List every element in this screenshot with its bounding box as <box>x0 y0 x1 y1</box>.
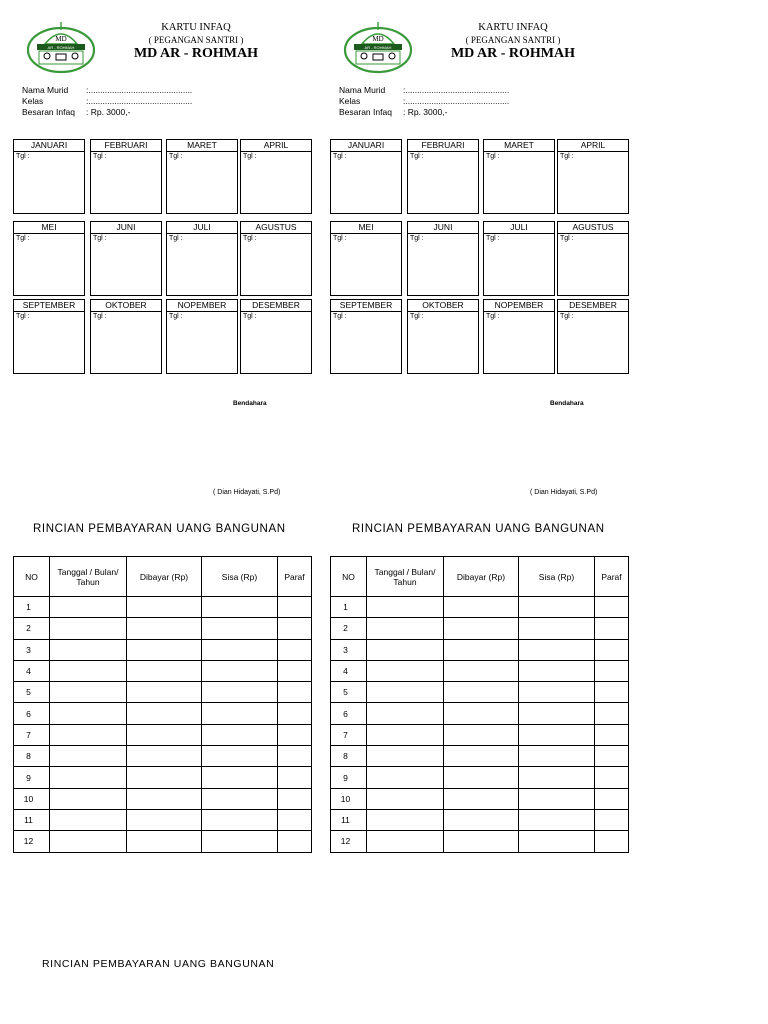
cell-paraf <box>278 660 312 681</box>
card-subtitle: ( PEGANGAN SANTRI ) <box>465 35 561 45</box>
cell-date <box>50 597 127 618</box>
month-date-field: Tgl : <box>330 312 402 374</box>
month-date-field: Tgl : <box>90 152 162 214</box>
cell-paid <box>127 639 202 660</box>
cell-no: 5 <box>14 682 50 703</box>
signer-title: Bendahara <box>233 400 267 407</box>
cell-date <box>50 831 127 852</box>
cell-date <box>367 618 444 639</box>
month-box-desember <box>557 299 629 374</box>
month-label: FEBRUARI <box>407 139 479 152</box>
month-box-desember <box>240 299 312 374</box>
info-row-infaq: Besaran Infaq : Rp. 3000,- <box>339 107 448 117</box>
month-date-field: Tgl : <box>90 312 162 374</box>
month-box-juni <box>407 221 479 296</box>
cell-paraf <box>595 724 629 745</box>
header-no: NO <box>331 557 367 597</box>
month-box-mei <box>330 221 402 296</box>
month-label: JULI <box>483 221 555 234</box>
cell-date <box>50 682 127 703</box>
month-box-februari <box>90 139 162 214</box>
month-label: DESEMBER <box>240 299 312 312</box>
month-box-maret <box>483 139 555 214</box>
cell-no: 11 <box>14 809 50 830</box>
month-label: APRIL <box>240 139 312 152</box>
month-box-oktober <box>407 299 479 374</box>
header-paraf: Paraf <box>595 557 629 597</box>
signer-title: Bendahara <box>550 400 584 407</box>
signer-name: ( Dian Hidayati, S.Pd) <box>530 489 598 496</box>
cell-no: 4 <box>331 660 367 681</box>
card-title: KARTU INFAQ <box>478 22 548 33</box>
cell-paid <box>127 788 202 809</box>
table-row <box>14 767 312 788</box>
cell-paraf <box>595 660 629 681</box>
month-label: MEI <box>330 221 402 234</box>
info-row-infaq: Besaran Infaq : Rp. 3000,- <box>22 107 131 117</box>
table-row <box>331 724 629 745</box>
cell-paid <box>127 767 202 788</box>
month-date-field: Tgl : <box>13 152 85 214</box>
month-label: OKTOBER <box>407 299 479 312</box>
cell-paid <box>444 682 519 703</box>
cell-remaining <box>519 660 595 681</box>
month-label: AGUSTUS <box>240 221 312 234</box>
card-subtitle: ( PEGANGAN SANTRI ) <box>148 35 244 45</box>
table-row <box>331 831 629 852</box>
cell-remaining <box>202 703 278 724</box>
cell-remaining <box>202 682 278 703</box>
cell-no: 7 <box>331 724 367 745</box>
month-box-april <box>557 139 629 214</box>
cell-date <box>50 788 127 809</box>
svg-text:AR - ROHMAH: AR - ROHMAH <box>364 45 392 50</box>
month-label: SEPTEMBER <box>13 299 85 312</box>
cell-paraf <box>278 831 312 852</box>
table-row <box>331 618 629 639</box>
cell-paraf <box>278 724 312 745</box>
cell-paraf <box>278 682 312 703</box>
cell-paid <box>444 767 519 788</box>
month-box-april <box>240 139 312 214</box>
month-label: MARET <box>166 139 238 152</box>
month-date-field: Tgl : <box>240 312 312 374</box>
month-box-nopember <box>483 299 555 374</box>
month-date-field: Tgl : <box>483 312 555 374</box>
svg-text:MD: MD <box>55 35 67 43</box>
month-date-field: Tgl : <box>240 152 312 214</box>
cell-paraf <box>595 618 629 639</box>
cell-remaining <box>202 767 278 788</box>
table-row <box>14 703 312 724</box>
month-label: MARET <box>483 139 555 152</box>
month-date-field: Tgl : <box>557 312 629 374</box>
cell-date <box>367 597 444 618</box>
month-date-field: Tgl : <box>240 234 312 296</box>
table-row <box>14 639 312 660</box>
cell-remaining <box>202 788 278 809</box>
info-row-name: Nama Murid :............................................ <box>339 85 510 95</box>
info-row-class: Kelas :............................................ <box>339 96 510 106</box>
cell-paraf <box>595 639 629 660</box>
cell-remaining <box>519 597 595 618</box>
month-label: SEPTEMBER <box>330 299 402 312</box>
month-box-agustus <box>557 221 629 296</box>
month-box-juni <box>90 221 162 296</box>
month-box-september <box>330 299 402 374</box>
cell-paid <box>444 660 519 681</box>
cell-paid <box>127 618 202 639</box>
cell-date <box>367 788 444 809</box>
cell-paraf <box>278 767 312 788</box>
cell-no: 1 <box>331 597 367 618</box>
month-label: APRIL <box>557 139 629 152</box>
month-box-september <box>13 299 85 374</box>
month-label: JANUARI <box>330 139 402 152</box>
month-box-januari <box>13 139 85 214</box>
cell-remaining <box>519 831 595 852</box>
table-row <box>14 809 312 830</box>
card-title: KARTU INFAQ <box>161 22 231 33</box>
table-row <box>14 618 312 639</box>
cell-remaining <box>202 597 278 618</box>
month-label: JULI <box>166 221 238 234</box>
cell-no: 12 <box>14 831 50 852</box>
table-row <box>331 682 629 703</box>
payment-header-row <box>14 557 312 597</box>
cell-no: 12 <box>331 831 367 852</box>
table-row <box>14 597 312 618</box>
month-label: OKTOBER <box>90 299 162 312</box>
cell-paid <box>127 809 202 830</box>
cell-paraf <box>278 618 312 639</box>
cell-paraf <box>595 597 629 618</box>
cell-paid <box>127 746 202 767</box>
cell-remaining <box>519 639 595 660</box>
cell-paraf <box>595 703 629 724</box>
cell-no: 1 <box>14 597 50 618</box>
cell-paid <box>127 703 202 724</box>
table-row <box>331 788 629 809</box>
cell-no: 8 <box>14 746 50 767</box>
cell-paraf <box>595 767 629 788</box>
cell-remaining <box>519 682 595 703</box>
cell-date <box>367 660 444 681</box>
month-date-field: Tgl : <box>13 312 85 374</box>
payment-title: RINCIAN PEMBAYARAN UANG BANGUNAN <box>352 523 605 535</box>
month-box-februari <box>407 139 479 214</box>
month-box-juli <box>483 221 555 296</box>
month-label: JUNI <box>407 221 479 234</box>
month-label: JUNI <box>90 221 162 234</box>
cell-date <box>50 618 127 639</box>
cell-date <box>367 767 444 788</box>
cell-paraf <box>595 831 629 852</box>
cell-date <box>50 639 127 660</box>
info-row-class: Kelas :............................................ <box>22 96 193 106</box>
month-date-field: Tgl : <box>557 152 629 214</box>
school-name: MD AR - ROHMAH <box>450 46 576 61</box>
header-remaining: Sisa (Rp) <box>202 557 278 597</box>
header-paid: Dibayar (Rp) <box>444 557 519 597</box>
month-label: MEI <box>13 221 85 234</box>
cell-remaining <box>519 809 595 830</box>
table-row <box>331 746 629 767</box>
cell-remaining <box>519 767 595 788</box>
cell-remaining <box>519 618 595 639</box>
table-row <box>331 639 629 660</box>
cell-paraf <box>278 809 312 830</box>
cell-remaining <box>202 746 278 767</box>
table-row <box>331 597 629 618</box>
header-remaining: Sisa (Rp) <box>519 557 595 597</box>
cell-paid <box>444 809 519 830</box>
infaq-card <box>11 0 321 510</box>
cell-date <box>367 831 444 852</box>
month-date-field: Tgl : <box>407 152 479 214</box>
cell-paraf <box>278 597 312 618</box>
cell-date <box>367 809 444 830</box>
cell-no: 3 <box>331 639 367 660</box>
table-row <box>331 767 629 788</box>
svg-text:AR - ROHMAH: AR - ROHMAH <box>47 45 75 50</box>
cell-paraf <box>278 639 312 660</box>
month-date-field: Tgl : <box>557 234 629 296</box>
month-date-field: Tgl : <box>330 152 402 214</box>
table-row <box>14 660 312 681</box>
cell-no: 9 <box>14 767 50 788</box>
cell-paid <box>127 597 202 618</box>
infaq-card <box>328 0 638 510</box>
cell-date <box>367 703 444 724</box>
month-box-januari <box>330 139 402 214</box>
month-label: NOPEMBER <box>166 299 238 312</box>
header-paid: Dibayar (Rp) <box>127 557 202 597</box>
table-row <box>14 724 312 745</box>
cell-date <box>367 746 444 767</box>
payment-header-row <box>331 557 629 597</box>
header-date: Tanggal / Bulan/ Tahun <box>50 557 127 597</box>
cell-remaining <box>202 724 278 745</box>
month-label: DESEMBER <box>557 299 629 312</box>
table-row <box>331 703 629 724</box>
month-date-field: Tgl : <box>330 234 402 296</box>
school-name: MD AR - ROHMAH <box>133 46 259 61</box>
cell-no: 10 <box>14 788 50 809</box>
signer-name: ( Dian Hidayati, S.Pd) <box>213 489 281 496</box>
month-date-field: Tgl : <box>13 234 85 296</box>
table-row <box>14 831 312 852</box>
cell-date <box>50 703 127 724</box>
cell-no: 2 <box>331 618 367 639</box>
month-box-nopember <box>166 299 238 374</box>
table-row <box>14 746 312 767</box>
table-row <box>14 682 312 703</box>
info-row-name: Nama Murid :............................................ <box>22 85 193 95</box>
cell-paraf <box>595 788 629 809</box>
cell-remaining <box>202 831 278 852</box>
cell-paid <box>127 831 202 852</box>
cell-paid <box>444 597 519 618</box>
header-paraf: Paraf <box>278 557 312 597</box>
cell-no: 9 <box>331 767 367 788</box>
cell-date <box>50 724 127 745</box>
table-row <box>331 660 629 681</box>
cell-date <box>367 639 444 660</box>
cell-paid <box>127 660 202 681</box>
header-no: NO <box>14 557 50 597</box>
cell-date <box>367 724 444 745</box>
cell-no: 3 <box>14 639 50 660</box>
month-date-field: Tgl : <box>166 312 238 374</box>
bottom-payment-title: RINCIAN PEMBAYARAN UANG BANGUNAN <box>42 958 275 970</box>
month-date-field: Tgl : <box>166 152 238 214</box>
month-label: AGUSTUS <box>557 221 629 234</box>
cell-paid <box>444 639 519 660</box>
cell-no: 5 <box>331 682 367 703</box>
cell-date <box>367 682 444 703</box>
cell-paraf <box>278 788 312 809</box>
cell-remaining <box>519 746 595 767</box>
month-label: FEBRUARI <box>90 139 162 152</box>
month-date-field: Tgl : <box>483 234 555 296</box>
month-label: NOPEMBER <box>483 299 555 312</box>
cell-remaining <box>202 618 278 639</box>
month-box-maret <box>166 139 238 214</box>
cell-no: 4 <box>14 660 50 681</box>
cell-paid <box>444 746 519 767</box>
cell-paid <box>127 682 202 703</box>
payment-title: RINCIAN PEMBAYARAN UANG BANGUNAN <box>33 523 286 535</box>
table-row <box>331 809 629 830</box>
cell-date <box>50 767 127 788</box>
cell-paraf <box>278 703 312 724</box>
cell-paid <box>444 831 519 852</box>
month-date-field: Tgl : <box>483 152 555 214</box>
school-logo <box>340 18 416 74</box>
cell-paid <box>127 724 202 745</box>
cell-no: 8 <box>331 746 367 767</box>
cell-date <box>50 809 127 830</box>
table-row <box>14 788 312 809</box>
cell-paraf <box>595 682 629 703</box>
cell-no: 2 <box>14 618 50 639</box>
payment-table <box>13 556 312 853</box>
cell-paid <box>444 788 519 809</box>
cell-paid <box>444 724 519 745</box>
cell-date <box>50 660 127 681</box>
cell-no: 7 <box>14 724 50 745</box>
cell-paraf <box>278 746 312 767</box>
cell-remaining <box>202 639 278 660</box>
cell-remaining <box>519 724 595 745</box>
cell-no: 11 <box>331 809 367 830</box>
payment-table <box>330 556 629 853</box>
school-logo <box>23 18 99 74</box>
cell-no: 6 <box>331 703 367 724</box>
header-date: Tanggal / Bulan/ Tahun <box>367 557 444 597</box>
cell-no: 10 <box>331 788 367 809</box>
svg-text:MD: MD <box>372 35 384 43</box>
month-date-field: Tgl : <box>166 234 238 296</box>
cell-paid <box>444 618 519 639</box>
cell-paraf <box>595 809 629 830</box>
month-box-agustus <box>240 221 312 296</box>
month-box-juli <box>166 221 238 296</box>
cell-no: 6 <box>14 703 50 724</box>
cell-remaining <box>202 809 278 830</box>
month-box-oktober <box>90 299 162 374</box>
month-date-field: Tgl : <box>407 312 479 374</box>
cell-paraf <box>595 746 629 767</box>
month-box-mei <box>13 221 85 296</box>
cell-remaining <box>202 660 278 681</box>
cell-paid <box>444 703 519 724</box>
month-date-field: Tgl : <box>407 234 479 296</box>
month-date-field: Tgl : <box>90 234 162 296</box>
cell-date <box>50 746 127 767</box>
cell-remaining <box>519 788 595 809</box>
cell-remaining <box>519 703 595 724</box>
month-label: JANUARI <box>13 139 85 152</box>
